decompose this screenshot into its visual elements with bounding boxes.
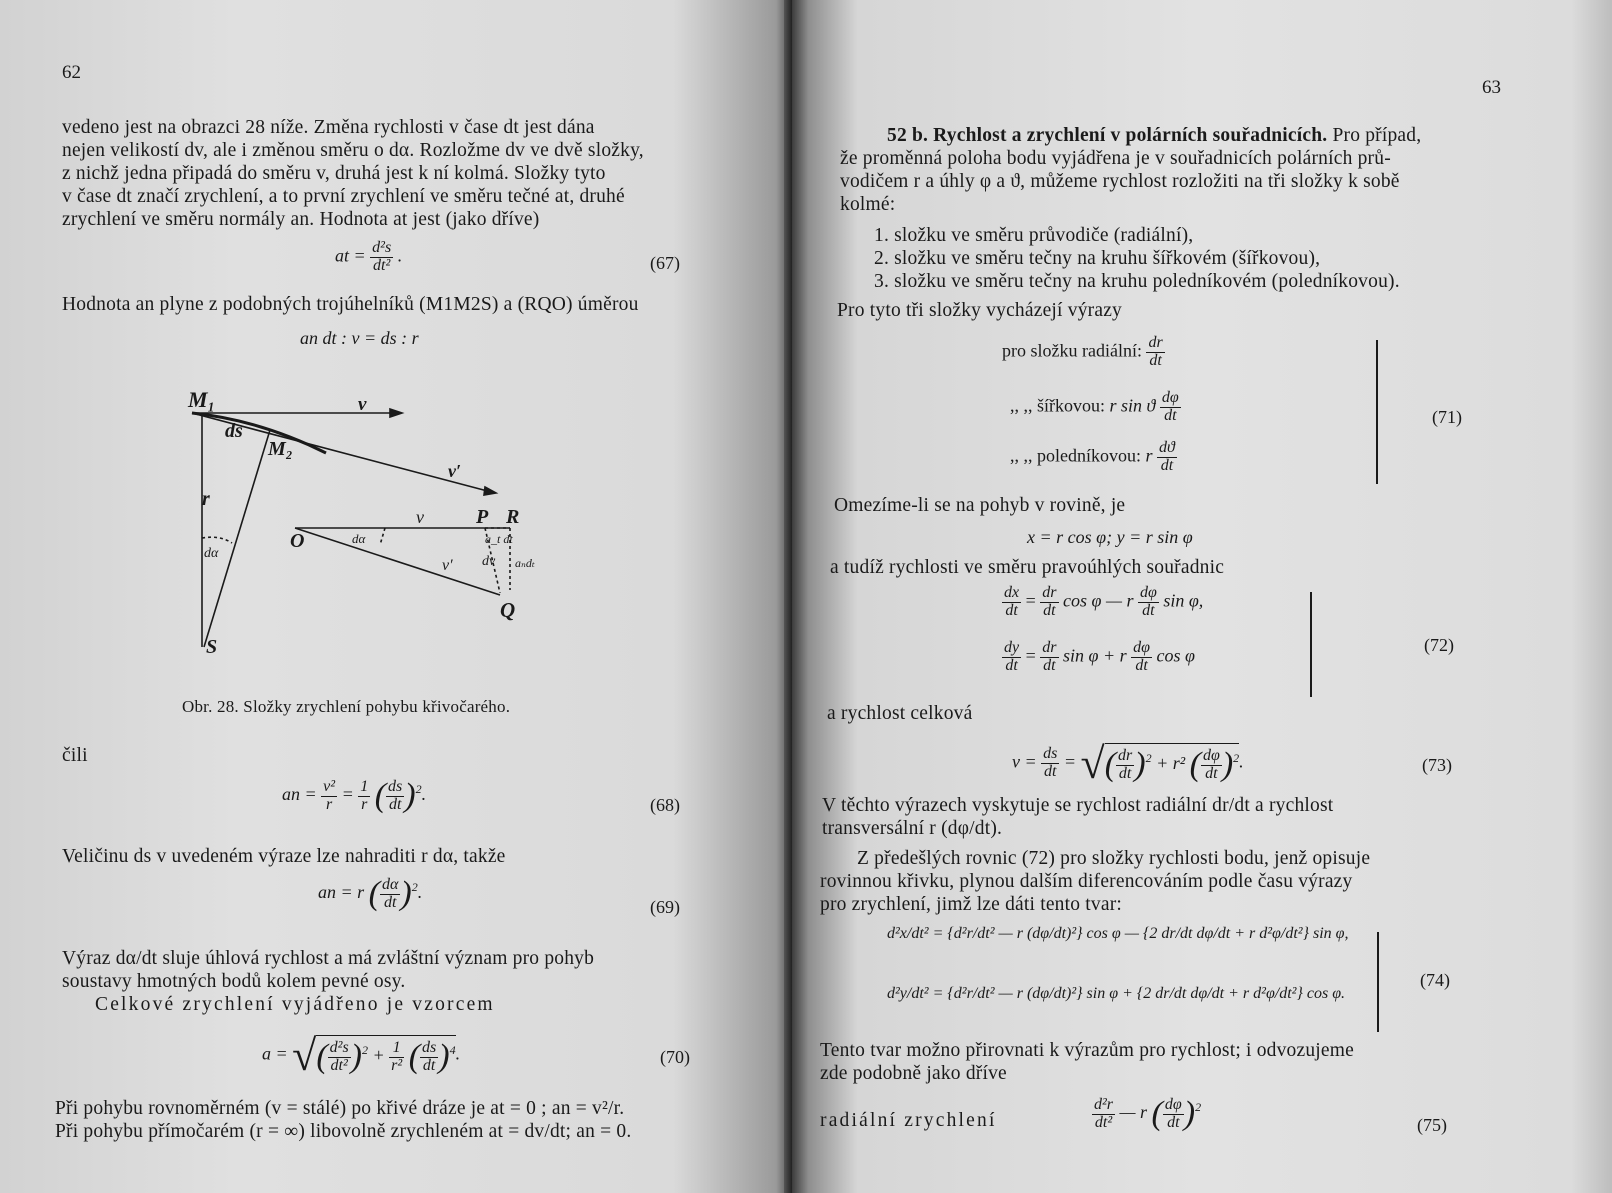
- figure-label: v′: [448, 461, 462, 481]
- text-line: rovinnou křivku, plynou dalším diferencováním podle času výrazy: [820, 871, 1353, 892]
- section-heading: 52 b. Rychlost a zrychlení v polárních souřadnicích.: [887, 125, 1328, 146]
- equation-67: at = $\frac{\text{d²s}}{\text{dt²}}$ .: [335, 239, 403, 274]
- equation-number: (75): [1417, 1115, 1447, 1135]
- figure-label: dα: [352, 531, 366, 546]
- text-line: vodičem r a úhly φ a ϑ, můžeme rychlost rozložiti na tři složky k sobě: [840, 171, 1400, 192]
- equation-73: v = $\frac{ds}{dt}$ = √( $\frac{dr}{dt}$ )$^2$ + r² ( $\frac{d\varphi}{dt}$ )$^2$.: [1012, 739, 1244, 788]
- equation-xy: x = r cos φ; y = r sin φ: [1027, 527, 1193, 547]
- right-page: [792, 0, 1612, 1193]
- figure-caption: Obr. 28. Složky zrychlení pohybu křivočarého.: [182, 697, 511, 716]
- equation-74-row2: d²y/dt² = {d²r/dt² — r (dφ/dt)²} sin φ + {2 dr/dt dφ/dt + r d²φ/dt²} cos φ.: [887, 985, 1346, 1002]
- figure-label: r: [202, 488, 210, 510]
- equation-number: (72): [1424, 635, 1454, 655]
- figure-label: v′: [442, 557, 453, 574]
- text-line: Z předešlých rovnic (72) pro složky rychlosti bodu, jenž opisuje: [857, 848, 1371, 869]
- text-line: zde podobně jako dříve: [820, 1063, 1007, 1084]
- text-line: Hodnota an plyne z podobných trojúhelníků (M1M2S) a (RQO) úměrou: [62, 294, 639, 315]
- figure-label: S: [206, 636, 218, 658]
- figure-label: v: [358, 394, 367, 415]
- text-line: a rychlost celková: [827, 703, 973, 724]
- figure-label: P: [476, 506, 489, 528]
- equation-75: $\frac{\text{d²r}}{\text{dt²}}$ — r ( $\frac{d\varphi}{dt}$ )$^2$: [1094, 1095, 1202, 1132]
- text-line: soustavy hmotných bodů kolem pevné osy.: [62, 971, 406, 992]
- equation-71-row2: ,, ,, šířkovou: r sin ϑ $\frac{d\varphi}{dt}$: [1010, 389, 1179, 424]
- text-line: pro zrychlení, jimž lze dáti tento tvar:: [820, 894, 1123, 915]
- text-line: a tudíž rychlosti ve směru pravoúhlých souřadnic: [830, 557, 1225, 578]
- text-line: Omezíme-li se na pohyb v rovině, je: [834, 495, 1126, 516]
- figure-label: R: [506, 506, 520, 528]
- figure-label: O: [290, 530, 305, 552]
- equation-brace: [1310, 592, 1312, 697]
- text-line: Pro tyto tři složky vycházejí výrazy: [837, 300, 1122, 321]
- equation-brace: [1376, 340, 1378, 484]
- text-line: z nichž jedna připadá do směru v, druhá jest k ní kolmá. Složky tyto: [62, 163, 606, 184]
- equation-68: an = $\frac{\text{v²}}{r}$ = $\frac{1}{r}$ ( $\frac{ds}{dt}$ )$^2$.: [282, 777, 427, 814]
- text-line: radiální zrychlení: [820, 1110, 997, 1131]
- text-line: Celkové zrychlení vyjádřeno je vzorcem: [95, 994, 495, 1015]
- text-line: kolmé:: [840, 194, 896, 215]
- equation-number: (69): [650, 897, 680, 917]
- figure-label: M₂: [268, 438, 293, 460]
- text-line: V těchto výrazech vyskytuje se rychlost radiální dr/dt a rychlost: [822, 795, 1334, 816]
- text-line: Veličinu ds v uvedeném výraze lze nahraditi r dα, takže: [62, 846, 506, 867]
- text-line: 52 b. Rychlost a zrychlení v polárních souřadnicích. Pro případ,: [887, 125, 1422, 146]
- equation-number: (67): [650, 253, 680, 273]
- figure-label: a_t dt: [485, 532, 513, 546]
- equation-number: (68): [650, 795, 680, 815]
- text-line: Výraz dα/dt sluje úhlová rychlost a má zvláštní význam pro pohyb: [62, 948, 595, 969]
- equation-72-row1: $\frac{dx}{dt}$ = $\frac{dr}{dt}$ cos φ — r $\frac{d\varphi}{dt}$ sin φ,: [1004, 584, 1204, 619]
- proportion-equation: an dt : v = ds : r: [300, 328, 419, 348]
- text-line: transversální r (dφ/dt).: [822, 818, 1003, 839]
- list-item: 1. složku ve směru průvodiče (radiální),: [874, 225, 1194, 246]
- equation-71-row1: pro složku radiální: $\frac{dr}{dt}$: [1002, 334, 1163, 369]
- equation-74-row1: d²x/dt² = {d²r/dt² — r (dφ/dt)²} cos φ — {2 dr/dt dφ/dt + r d²φ/dt²} sin φ,: [887, 925, 1349, 942]
- equation-72-row2: $\frac{dy}{dt}$ = $\frac{dr}{dt}$ sin φ + r $\frac{d\varphi}{dt}$ cos φ: [1004, 639, 1195, 674]
- equation-brace: [1377, 932, 1379, 1032]
- figure-28: [180, 385, 560, 675]
- equation-number: (70): [660, 1047, 690, 1067]
- left-page: [0, 0, 792, 1193]
- equation-69: an = r ( $\frac{d\alpha}{dt}$ )$^2$.: [318, 875, 423, 912]
- figure-label: ds: [225, 420, 243, 442]
- text-line: že proměnná poloha bodu vyjádřena je v souřadnicích polárních prů-: [840, 148, 1391, 169]
- figure-label: v: [416, 507, 424, 527]
- list-item: 3. složku ve směru tečny na kruhu poledníkovém (poledníkovou).: [874, 271, 1400, 292]
- text-line: zrychlení ve směru normály an. Hodnota at jest (jako dříve): [62, 209, 540, 230]
- equation-71-row3: ,, ,, poledníkovou: r $\frac{dϑ}{dt}$: [1010, 439, 1175, 474]
- equation-number: (74): [1420, 970, 1450, 990]
- text-line: nejen velikostí dv, ale i změnou směru o dα. Rozložme dv ve dvě složky,: [62, 140, 644, 161]
- figure-label: M₁: [188, 387, 216, 412]
- text-line: Při pohybu rovnoměrném (v = stálé) po křivé dráze je at = 0 ; an = v²/r.: [55, 1098, 625, 1119]
- figure-label: dα: [204, 546, 219, 561]
- text-line: Při pohybu přímočarém (r = ∞) libovolně zrychleném at = dv/dt; an = 0.: [55, 1121, 632, 1142]
- list-item: 2. složku ve směru tečny na kruhu šířkovém (šířkovou),: [874, 248, 1321, 269]
- figure-label: dv: [482, 554, 496, 569]
- text-line: Tento tvar možno přirovnati k výrazům pro rychlost; i odvozujeme: [820, 1040, 1355, 1061]
- equation-number: (73): [1422, 755, 1452, 775]
- page-number: 63: [1482, 77, 1501, 98]
- equation-number: (71): [1432, 407, 1462, 427]
- text-line: vedeno jest na obrazci 28 níže. Změna rychlosti v čase dt jest dána: [62, 117, 595, 138]
- equation-70: a = √( $\frac{\text{d²s}}{\text{dt²}}$ )$^2$ + $\frac{1}{\text{r²}}$ ( $\frac{ds}{dt}$ )$^4$.: [262, 1031, 461, 1080]
- text-line: v čase dt značí zrychlení, a to první zrychlení ve směru tečné at, druhé: [62, 186, 625, 207]
- figure-label: Q: [500, 598, 516, 622]
- page-number: 62: [62, 62, 81, 83]
- text-line: čili: [62, 745, 88, 766]
- figure-label: aₙdₜ: [515, 556, 535, 570]
